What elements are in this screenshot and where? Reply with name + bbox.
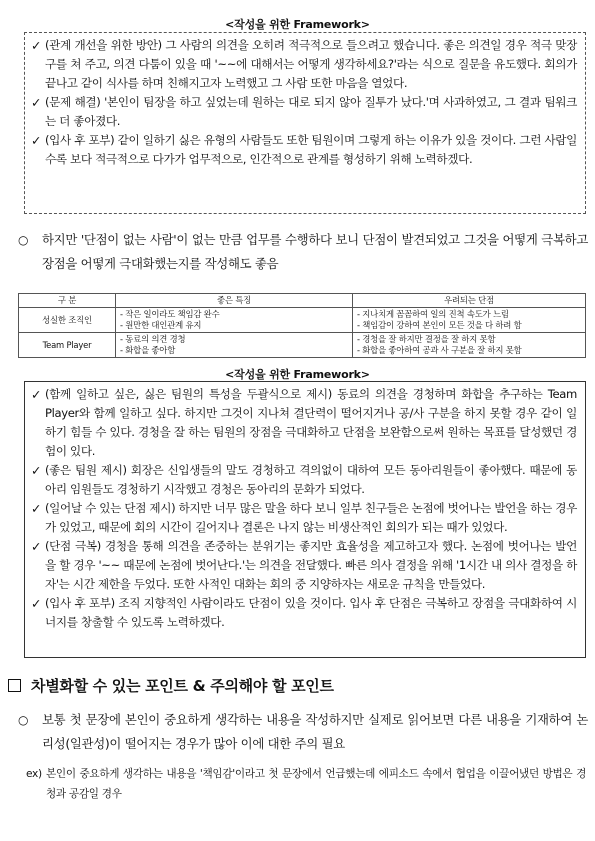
check-item-text: (입사 후 포부) 조직 지향적인 사람이라도 단점이 있을 것이다. 입사 후 단점은 극복하고 장점을 극대화하여 시너지를 창출할 수 있도록 노력하겠다. xyxy=(45,596,577,629)
example-text: 본인이 중요하게 생각하는 내용을 '책임감'이라고 첫 문장에서 언급했는데 에피소드 속에서 협업을 이끌어냈던 방법은 경청과 공감일 경우 xyxy=(46,768,586,800)
table-cell-line: - 경청을 잘 하지만 결정을 잘 하지 못함 xyxy=(357,334,496,344)
check-item-text: (일어날 수 있는 단점 제시) 하지만 너무 많은 말을 하다 보니 일부 친구들은 논점에 벗어나는 발언을 하는 경우가 있었고, 때문에 회의 시간이 길어지나 결론은 나지 않는 비생산적인 회의가 되는 때가 있었다. xyxy=(45,501,577,534)
table-cell-bad xyxy=(353,308,586,333)
table-header-bad: 우려되는 단점 xyxy=(353,294,586,308)
check-icon: ✓ xyxy=(31,38,42,53)
table-row xyxy=(19,333,586,358)
check-item-text: (관계 개선을 위한 방안) 그 사람의 의견을 오히려 적극적으로 들으려고 했습니다. 좋은 의견일 경우 적극 맞장구를 쳐 주고, 의견 다툼이 있을 때 '~~에 대해서는 어떻게 생각하세요?'라는 식으로 질문을 유도했다. 회의가 끝나고 같이 식사를 하며 친해지고자 노력했고 그 사람 또한 마음을 열었다. xyxy=(45,38,577,90)
circle-bullet-icon: ○ xyxy=(18,713,29,727)
check-item xyxy=(31,537,577,594)
check-icon: ✓ xyxy=(31,501,42,516)
check-icon: ✓ xyxy=(31,133,42,148)
check-item xyxy=(31,36,577,93)
table-cell-line: - 화합을 좋아함 xyxy=(120,345,176,355)
check-item xyxy=(31,93,577,131)
framework-box-2 xyxy=(24,381,586,658)
check-item-text: (입사 후 포부) 같이 일하기 싫은 유형의 사람들도 또한 팀원이며 그렇게 하는 이유가 있을 것이다. 그런 사람일수록 보다 적극적으로 다가가 업무적으로, 인간적으로 관계를 형성하기 위해 노력하겠다. xyxy=(45,133,577,166)
table-row-label: 성실한 조직인 xyxy=(19,308,116,333)
paragraph-caution xyxy=(18,708,588,756)
table-cell-line: - 작은 일이라도 책임감 완수 xyxy=(120,309,220,319)
table-cell-good xyxy=(116,308,353,333)
paragraph-text: 하지만 '단점이 없는 사람'이 없는 만큼 업무를 수행하다 보니 단점이 발견되었고 그것을 어떻게 극복하고 장점을 어떻게 극대화했는지를 작성해도 좋음 xyxy=(42,232,588,271)
check-icon: ✓ xyxy=(31,463,42,478)
table-header-category: 구 분 xyxy=(19,294,116,308)
check-item xyxy=(31,385,577,461)
table-row-label: Team Player xyxy=(19,333,116,358)
table-row xyxy=(19,308,586,333)
table-header-row xyxy=(19,294,586,308)
table-cell-line: - 동료의 의견 경청 xyxy=(120,334,186,344)
check-item xyxy=(31,594,577,632)
check-item xyxy=(31,131,577,169)
table-cell-good xyxy=(116,333,353,358)
check-icon: ✓ xyxy=(31,596,42,611)
table-cell-line: - 책임감이 강하여 본인이 모든 것을 다 하려 함 xyxy=(357,320,522,330)
check-item xyxy=(31,461,577,499)
section-heading-text: 차별화할 수 있는 포인트 & 주의해야 할 포인트 xyxy=(31,677,334,695)
framework-box-1 xyxy=(24,32,586,214)
table-cell-line: - 원만한 대인관계 유지 xyxy=(120,320,202,330)
square-bullet-icon xyxy=(8,679,21,692)
check-item-text: (함께 일하고 싶은, 싫은 팀원의 특성을 두괄식으로 제시) 동료의 의견을 경청하며 화합을 추구하는 Team Player와 함께 일하고 싶다. 하지만 그것이 지나쳐 결단력이 떨어지거나 공/사 구분을 하지 못할 경우 같이 일하기 힘들 수 있다. 경청을 잘 하는 팀원의 장점을 극대화하고 단점을 보완함으로써 원하는 목표를 달성했던 경험이 있다. xyxy=(45,387,577,458)
section-heading xyxy=(8,675,334,696)
paragraph-text: 보통 첫 문장에 본인이 중요하게 생각하는 내용을 작성하지만 실제로 읽어보면 다른 내용을 기재하여 논리성(일관성)이 떨어지는 경우가 많아 이에 대한 주의 필요 xyxy=(42,712,588,751)
table-cell-bad xyxy=(353,333,586,358)
table-header-good: 좋은 특징 xyxy=(116,294,353,308)
framework-title-1: <작성을 위한 Framework> xyxy=(225,18,370,31)
example-note xyxy=(26,764,586,804)
example-label: ex) xyxy=(26,768,42,780)
check-icon: ✓ xyxy=(31,95,42,110)
table-cell-line: - 화합을 좋아하여 공과 사 구분을 잘 하지 못함 xyxy=(357,345,522,355)
framework-title-2: <작성을 위한 Framework> xyxy=(225,368,370,381)
check-item-text: (문제 해결) '본인이 팀장을 하고 싶었는데 원하는 대로 되지 않아 질투가 났다.'며 사과하였고, 그 결과 팀워크는 더 좋아졌다. xyxy=(45,95,577,128)
paragraph-defect xyxy=(18,228,588,276)
check-icon: ✓ xyxy=(31,387,42,402)
table-cell-line: - 지나치게 꼼꼼하여 일의 진척 속도가 느림 xyxy=(357,309,509,319)
check-item-text: (단점 극복) 경청을 통해 의견을 존중하는 분위기는 좋지만 효율성을 제고하고자 했다. 논점에 벗어나는 발언을 할 경우 '~~ 때문에 논점에 벗어난다.'는 의견을 전달했다. 빠른 의사 결정을 위해 '1시간 내 의사 결정을 하자'는 시간 제한을 두었다. 또한 사적인 대화는 회의 중 지양하자는 새로운 규칙을 만들었다. xyxy=(45,539,577,591)
circle-bullet-icon: ○ xyxy=(18,233,29,247)
check-item-text: (좋은 팀원 제시) 회장은 신입생들의 말도 경청하고 격의없이 대하여 모든 동아리원들이 좋아했다. 때문에 동아리 임원들도 경청하기 시작했고 경청은 동아리의 문화가 되었다. xyxy=(45,463,577,496)
traits-table xyxy=(18,293,586,358)
check-item xyxy=(31,499,577,537)
check-icon: ✓ xyxy=(31,539,42,554)
